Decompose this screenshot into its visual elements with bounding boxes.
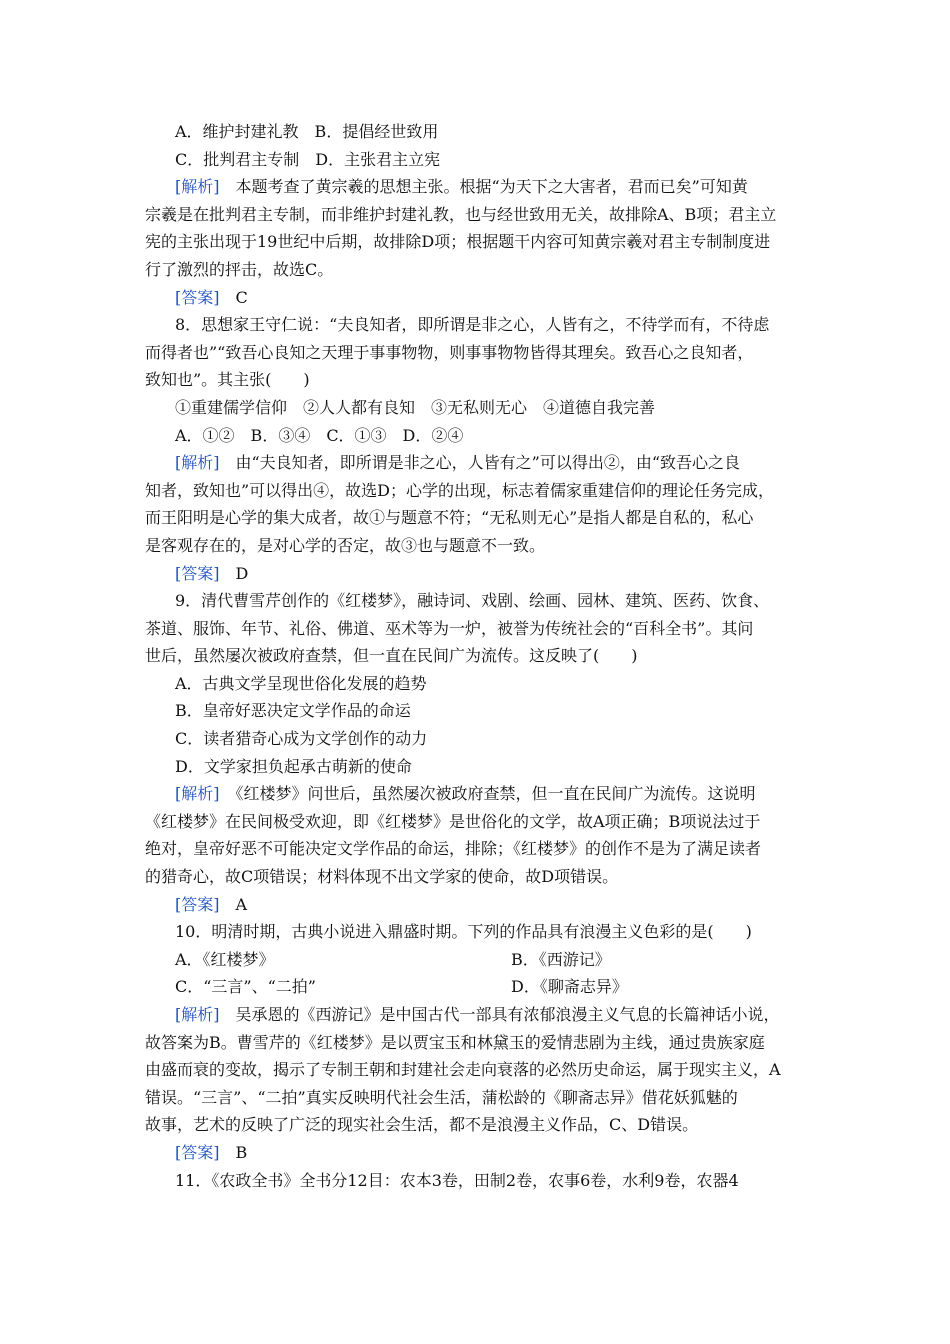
q10-options-cd xyxy=(145,973,807,1001)
answer-tag: [答案] xyxy=(175,1142,220,1162)
q8-answer: [答案] D xyxy=(175,563,249,583)
q7-analysis-line-2: 宗羲是在批判君主专制，而非维护封建礼教，也与经世致用无关，故排除A、B项；君主立 xyxy=(145,204,777,224)
q7-analysis-line-3: 宪的主张出现于19世纪中后期，故排除D项；根据题干内容可知黄宗羲对君主专制制度进 xyxy=(145,232,771,252)
q8-analysis-line-2: 知者，致知也”可以得出④，故选D；心学的出现，标志着儒家重建信仰的理论任务完成， xyxy=(145,480,775,500)
q9-stem-line-3: 世后，虽然屡次被政府查禁，但一直在民间广为流传。这反映了( ) xyxy=(145,646,638,666)
q9-analysis-line-4: 的猎奇心，故C项错误；材料体现不出文学家的使命，故D项错误。 xyxy=(145,867,619,887)
q8-items: ①重建儒学信仰 ②人人都有良知 ③无私则无心 ④道德自我完善 xyxy=(175,397,656,417)
q8-analysis-line-3: 而王阳明是心学的集大成者，故①与题意不符；“无私则无心”是指人都是自私的，私心 xyxy=(145,508,754,528)
q8-stem-line-3: 致知也”。其主张( ) xyxy=(145,370,310,390)
analysis-tag: [解析] xyxy=(175,1005,220,1024)
q9-option-b: B．皇帝好恶决定文学作品的命运 xyxy=(175,701,411,721)
q9-option-c: C．读者猎奇心成为文学创作的动力 xyxy=(175,729,428,749)
q9-analysis-line-2: 《红楼梦》在民间极受欢迎，即《红楼梦》是世俗化的文学，故A项正确；B项说法过于 xyxy=(145,811,761,831)
q9-option-d: D．文学家担负起承古萌新的使命 xyxy=(175,756,412,776)
q7-options-cd: C．批判君主专制 D．主张君主立宪 xyxy=(175,149,441,169)
q10-option-c: C．“三言”、“二拍” xyxy=(175,977,316,997)
q9-answer: [答案] A xyxy=(175,894,248,914)
q10-analysis-line-2: 故答案为B。曹雪芹的《红楼梦》是以贾宝玉和林黛玉的爱情悲剧为主线，通过贵族家庭 xyxy=(145,1032,765,1052)
q10-option-d: D．《聊斋志异》 xyxy=(511,977,628,997)
q9-analysis-line-1: [解析] 《红楼梦》问世后，虽然屡次被政府查禁，但一直在民间广为流传。这说明 xyxy=(175,784,756,804)
document-body xyxy=(145,118,807,1194)
q10-answer: [答案] B xyxy=(175,1142,248,1162)
answer-tag: [答案] xyxy=(175,894,220,914)
analysis-tag: [解析] xyxy=(175,784,220,804)
q10-options-ab xyxy=(145,946,807,974)
q7-analysis-line-1: [解析] 本题考查了黄宗羲的思想主张。根据“为天下之大害者，君而已矣”可知黄 xyxy=(175,177,748,197)
q10-analysis-line-4: 错误。“三言”、“二拍”真实反映明代社会生活，蒲松龄的《聊斋志异》借花妖狐魅的 xyxy=(145,1087,738,1107)
q7-answer: [答案] C xyxy=(175,287,248,307)
q7-analysis-line-4: 行了激烈的抨击，故选C。 xyxy=(145,259,334,279)
q7-options-ab: A．维护封建礼教 B．提倡经世致用 xyxy=(175,122,439,141)
q10-analysis-line-1: [解析] 吴承恩的《西游记》是中国古代一部具有浓郁浪漫主义气息的长篇神话小说， xyxy=(175,1005,780,1024)
q9-option-a: A．古典文学呈现世俗化发展的趋势 xyxy=(175,673,427,693)
q8-stem-line-1: 8．思想家王守仁说：“夫良知者，即所谓是非之心，人皆有之，不待学而有，不待虑 xyxy=(175,315,770,335)
q8-analysis-line-4: 是客观存在的，是对心学的否定，故③也与题意不一致。 xyxy=(145,535,546,555)
q9-stem-line-2: 茶道、服饰、年节、礼俗、佛道、巫术等为一炉，被誉为传统社会的“百科全书”。其问 xyxy=(145,618,754,638)
answer-tag: [答案] xyxy=(175,563,220,583)
q8-options: A．①② B．③④ C．①③ D．②④ xyxy=(175,425,464,445)
q10-option-a: A．《红楼梦》 xyxy=(175,949,275,969)
q10-analysis-line-5: 故事，艺术的反映了广泛的现实社会生活，都不是浪漫主义作品，C、D错误。 xyxy=(145,1115,699,1135)
q8-stem-line-2: 而得者也”“致吾心良知之天理于事事物物，则事事物物皆得其理矣。致吾心之良知者， xyxy=(145,342,754,362)
answer-tag: [答案] xyxy=(175,287,220,307)
q10-analysis-line-3: 由盛而衰的变故，揭示了专制王朝和封建社会走向衰落的必然历史命运，属于现实主义，A xyxy=(145,1060,781,1080)
q10-option-b: B．《西游记》 xyxy=(511,949,611,969)
analysis-tag: [解析] xyxy=(175,453,220,473)
q9-analysis-line-3: 绝对，皇帝好恶不可能决定文学作品的命运，排除；《红楼梦》的创作不是为了满足读者 xyxy=(145,839,762,859)
q10-stem: 10．明清时期，古典小说进入鼎盛时期。下列的作品具有浪漫主义色彩的是( ) xyxy=(175,922,752,942)
q11-stem-line-1: 11．《农政全书》全书分12目：农本3卷，田制2卷，农事6卷，水利9卷，农器4 xyxy=(175,1170,739,1190)
q9-stem-line-1: 9．清代曹雪芹创作的《红楼梦》，融诗词、戏剧、绘画、园林、建筑、医药、饮食、 xyxy=(175,591,770,611)
analysis-tag: [解析] xyxy=(175,177,220,197)
q8-analysis-line-1: [解析] 由“夫良知者，即所谓是非之心，人皆有之”可以得出②，由“致吾心之良 xyxy=(175,453,741,473)
